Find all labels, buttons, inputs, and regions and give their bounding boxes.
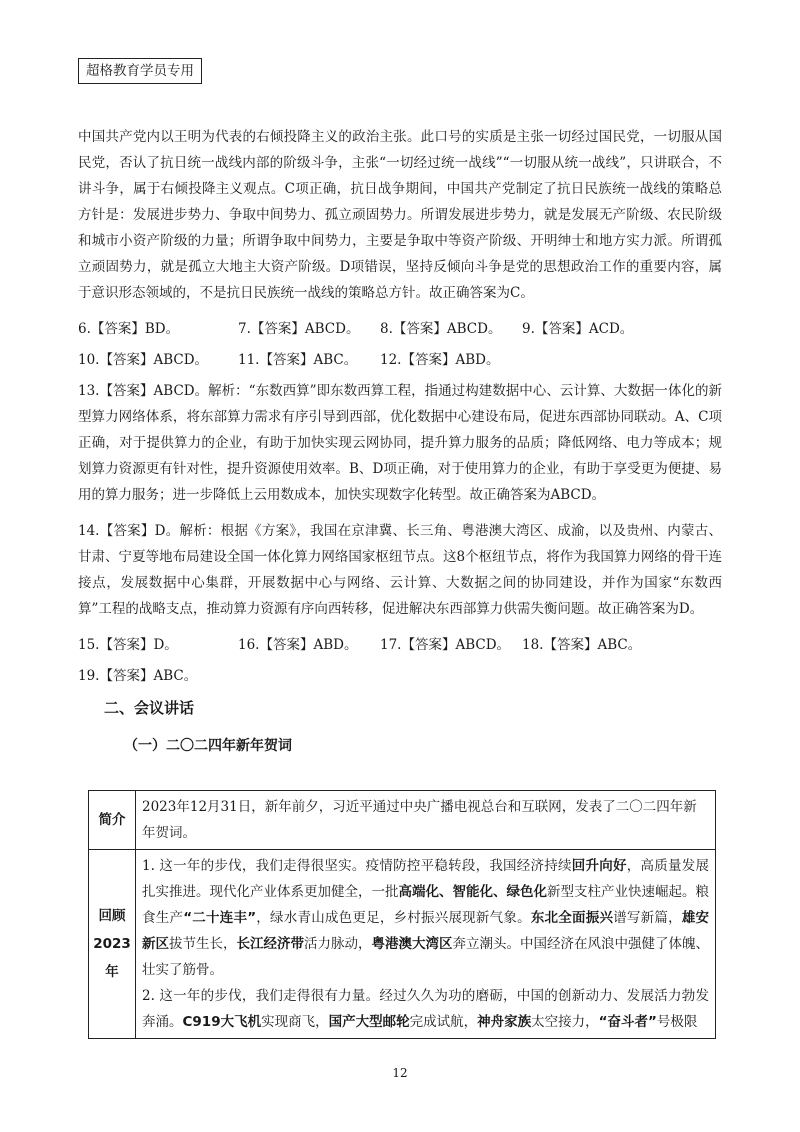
answer-18: 18.【答案】ABC。 [522, 637, 642, 653]
review-item-1: 1. 这一年的步伐，我们走得很坚实。疫情防控平稳转段，我国经济持续回升向好，高质量发展扎实推进。现代化产业体系更加健全，一批高端化、智能化、绿色化新型支柱产业快速崛起。粮食生产“二十连丰”，绿水青山成色更足，乡村振兴展现新气象。东北全面振兴谱写新篇，雄安新区拔节生长，长江经济带活力脉动，粤港澳大湾区奔立潮头。中国经济在风浪中强健了体魄、壮实了筋骨。 [142, 858, 710, 978]
paragraph-continuation: 中国共产党内以王明为代表的右倾投降主义的政治主张。此口号的实质是主张一切经过国民党，一切服从国民党，否认了抗日统一战线内部的阶级斗争，主张“一切经过统一战线”“一切服从统一战线”，只讲联合，不讲斗争，属于右倾投降主义观点。C项正确，抗日战争期间，中国共产党制定了抗日民族统一战线的策略总方针是：发展进步势力、争取中间势力、孤立顽固势力。所谓发展进步势力，就是发展无产阶级、农民阶级和城市小资产阶级的力量；所谓争取中间势力，主要是争取中等资产阶级、开明绅士和地方实力派。所谓孤立顽固势力，就是孤立大地主大资产阶级。D项错误，坚持反倾向斗争是党的思想政治工作的重要内容，属于意识形态领域的，不是抗日民族统一战线的策略总方针。故正确答案为C。 [78, 129, 722, 301]
review-label [89, 850, 136, 1039]
review-item-2: 2. 这一年的步伐，我们走得很有力量。经过久久为功的磨砺，中国的创新动力、发展活力勃发奔涌。C919大飞机实现商飞，国产大型邮轮完成试航，神舟家族太空接力，“奋斗者”号极限 [142, 988, 709, 1030]
answer-17: 17.【答案】ABCD。 [380, 637, 511, 653]
review-content [136, 850, 716, 1039]
table-row-review [89, 850, 716, 1039]
answer-9: 9.【答案】ACD。 [522, 321, 634, 337]
answer-7: 7.【答案】ABCD。 [238, 321, 360, 337]
answer-row-4 [78, 663, 722, 689]
answer-row-3 [78, 632, 722, 658]
answer-12: 12.【答案】ABD。 [380, 352, 500, 368]
answer-6: 6.【答案】BD。 [78, 321, 180, 337]
header-label: 超格教育学员专用 [78, 58, 202, 84]
answer-row-2 [78, 347, 722, 373]
answer-13-explanation: 13.【答案】ABCD。解析：“东数西算”即东数西算工程，指通过构建数据中心、云计算、大数据一体化的新型算力网络体系，将东部算力需求有序引导到西部，优化数据中心建设布局，促进东西部协同联动。A、C项正确，对于提供算力的企业，有助于加快实现云网协同，提升算力服务的品质；降低网络、电力等成本；规划算力资源更有针对性，提升资源使用效率。B、D项正确，对于使用算力的企业，有助于享受更为便捷、易用的算力服务；进一步降低上云用数成本，加快实现数字化转型。故正确答案为ABCD。 [78, 383, 722, 503]
review-label-line-3: 年 [105, 964, 119, 980]
new-year-speech-table [88, 790, 716, 1039]
table-row-intro [89, 791, 716, 850]
answer-19: 19.【答案】ABC。 [78, 668, 198, 684]
answer-15: 15.【答案】D。 [78, 637, 178, 653]
section-title: 二、会议讲话 [104, 699, 195, 717]
answer-11: 11.【答案】ABC。 [238, 352, 358, 368]
answer-14-explanation: 14.【答案】D。解析：根据《方案》，我国在京津冀、长三角、粤港澳大湾区、成渝，以及贵州、内蒙古、甘肃、宁夏等地布局建设全国一体化算力网络国家枢纽节点。这8个枢纽节点，将作为我国算力网络的骨干连接点，发展数据中心集群，开展数据中心与网络、云计算、大数据之间的协同建设，并作为国家“东数西算”工程的战略支点，推动算力资源有序向西转移，促进解决东西部算力供需失衡问题。故正确答案为D。 [78, 523, 722, 617]
page-content [78, 124, 722, 759]
answer-10: 10.【答案】ABCD。 [78, 352, 209, 368]
section-subtitle: （一）二〇二四年新年贺词 [124, 738, 292, 754]
intro-text: 2023年12月31日，新年前夕，习近平通过中央广播电视总台和互联网，发表了二〇二四年新年贺词。 [136, 791, 716, 850]
answer-row-1 [78, 316, 722, 342]
review-label-line-1: 回顾 [98, 908, 126, 924]
review-label-line-2: 2023 [93, 936, 131, 952]
answer-16: 16.【答案】ABD。 [238, 637, 358, 653]
answer-8: 8.【答案】ABCD。 [380, 321, 502, 337]
page-number: 12 [392, 1066, 408, 1080]
intro-label: 简介 [89, 791, 136, 850]
